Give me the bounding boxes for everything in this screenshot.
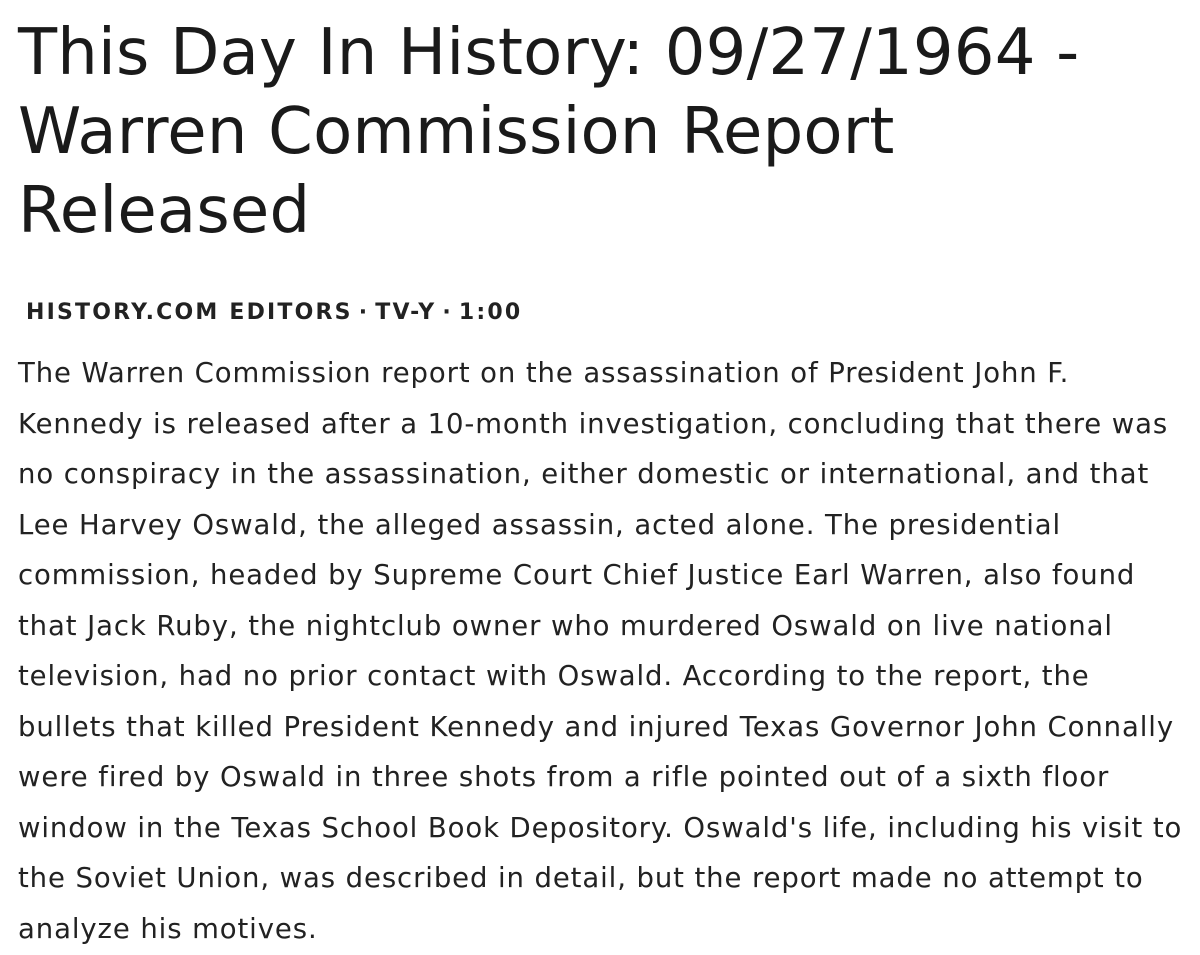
article-container — [18, 14, 1188, 954]
article-body: The Warren Commission report on the assassination of President John F. Kennedy is released after a 10-month investigation, concluding that there was no conspiracy in the assassination, either domestic or international, and that Lee Harvey Oswald, the alleged assassin, acted alone. The presidential commission, headed by Supreme Court Chief Justice Earl Warren, also found that Jack Ruby, the nightclub owner who murdered Oswald on live national television, had no prior contact with Oswald. According to the report, the bullets that killed President Kennedy and injured Texas Governor John Connally were fired by Oswald in three shots from a rifle pointed out of a sixth floor window in the Texas School Book Depository. Oswald's life, including his visit to the Soviet Union, was described in detail, but the report made no attempt to analyze his motives. — [18, 357, 1183, 945]
content-rating: TV-Y — [375, 300, 437, 325]
page-title: This Day In History: 09/27/1964 - Warren Commission Report Released — [18, 16, 1080, 248]
article-meta — [26, 299, 1188, 327]
meta-separator: · — [358, 300, 370, 325]
meta-separator: · — [442, 300, 453, 325]
video-duration: 1:00 — [458, 300, 523, 325]
author-byline[interactable]: HISTORY.COM EDITORS — [26, 300, 353, 325]
